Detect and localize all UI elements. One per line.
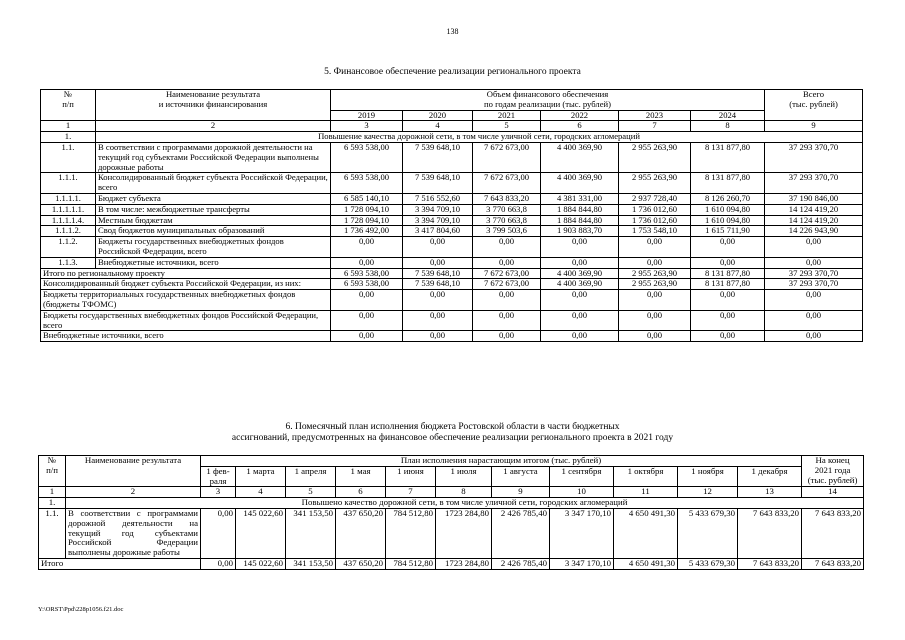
month-header: 1 июня <box>386 466 436 487</box>
amount-cell: 0,00 <box>691 257 765 268</box>
amount-cell: 37 293 370,70 <box>765 268 863 279</box>
amount-cell: 3 394 709,10 <box>403 215 473 226</box>
section5-title: 5. Финансовое обеспечение реализации регионального проекта <box>324 67 581 77</box>
amount-cell: 1 736 492,00 <box>331 226 403 237</box>
amount-cell: 0,00 <box>619 237 691 258</box>
column-number: 7 <box>619 121 691 132</box>
column-number: 4 <box>236 487 286 498</box>
amount-cell: 3 347 170,10 <box>550 558 614 569</box>
amount-cell: 3 394 709,10 <box>403 204 473 215</box>
column-number: 1 <box>41 121 96 132</box>
amount-cell: 37 293 370,70 <box>765 279 863 290</box>
summary-name: Консолидированный бюджет субъекта Российской Федерации, из них: <box>41 279 331 290</box>
amount-cell: 1 610 094,80 <box>691 204 765 215</box>
header-plan: План исполнения нарастающим итогом (тыс. рублей) <box>201 456 802 467</box>
amount-cell: 0,00 <box>473 237 541 258</box>
row-name: В соответствии с программами дорожной деятельности на текущий год субъектами Российской Федерации выполнены дорожные работы <box>96 142 331 172</box>
table-row <box>41 193 863 204</box>
column-number: 7 <box>386 487 436 498</box>
amount-cell: 7 672 673,00 <box>473 142 541 172</box>
amount-cell: 0,00 <box>691 237 765 258</box>
amount-cell: 6 593 538,00 <box>331 268 403 279</box>
amount-cell: 0,00 <box>473 331 541 342</box>
amount-cell: 0,00 <box>691 310 765 331</box>
summary-row <box>41 331 863 342</box>
amount-cell: 1 884 844,80 <box>541 215 619 226</box>
year-header: 2021 <box>473 110 541 121</box>
amount-cell: 1 884 844,80 <box>541 204 619 215</box>
section-row-text: Повышение качества дорожной сети, в том числе уличной сети, городских агломераций <box>96 132 863 143</box>
amount-cell: 8 131 877,80 <box>691 173 765 194</box>
amount-cell: 2 955 263,90 <box>619 173 691 194</box>
year-header: 2020 <box>403 110 473 121</box>
amount-cell: 2 955 263,90 <box>619 279 691 290</box>
amount-cell: 437 650,20 <box>336 508 386 558</box>
row-name: Свод бюджетов муниципальных образований <box>96 226 331 237</box>
amount-cell: 0,00 <box>541 310 619 331</box>
amount-cell: 0,00 <box>541 290 619 311</box>
row-name: Бюджет субъекта <box>96 193 331 204</box>
amount-cell: 0,00 <box>201 508 236 558</box>
amount-cell: 0,00 <box>331 290 403 311</box>
row-number: 1.1.1.1. <box>41 193 96 204</box>
amount-cell: 0,00 <box>331 237 403 258</box>
total-row <box>39 558 864 569</box>
amount-cell: 2 426 785,40 <box>492 508 550 558</box>
column-number: 5 <box>286 487 336 498</box>
amount-cell: 37 293 370,70 <box>765 173 863 194</box>
page-number: 138 <box>446 27 459 36</box>
table-row <box>41 257 863 268</box>
month-header: 1 мая <box>336 466 386 487</box>
row-name: Бюджеты государственных внебюджетных фондов Российской Федерации, всего <box>96 237 331 258</box>
month-header: 1 марта <box>236 466 286 487</box>
amount-cell: 6 593 538,00 <box>331 142 403 172</box>
table-row <box>39 508 864 558</box>
amount-cell: 7 672 673,00 <box>473 173 541 194</box>
month-header: 1 декабря <box>738 466 802 487</box>
financing-table <box>40 89 863 342</box>
amount-cell: 2 937 728,40 <box>619 193 691 204</box>
section6-title-line2: ассигнований, предусмотренных на финансовое обеспечение реализации регионального проекта в 2021 году <box>231 433 674 443</box>
row-number: 1.1.1. <box>41 173 96 194</box>
amount-cell: 3 799 503,6 <box>473 226 541 237</box>
row-name: В соответствии с программами дорожной деятельности на текущий год субъектами Российской Федерации выполнены дорожные работы <box>66 508 201 558</box>
column-number: 8 <box>691 121 765 132</box>
amount-cell: 145 022,60 <box>236 508 286 558</box>
amount-cell: 0,00 <box>403 257 473 268</box>
amount-cell: 0,00 <box>403 331 473 342</box>
month-header: 1 фев- раля <box>201 466 236 487</box>
amount-cell: 341 153,50 <box>286 508 336 558</box>
column-number: 13 <box>738 487 802 498</box>
column-number: 12 <box>678 487 738 498</box>
amount-cell: 0,00 <box>619 310 691 331</box>
summary-name: Бюджеты территориальных государственных внебюджетных фондов (бюджеты ТФОМС) <box>41 290 331 311</box>
amount-cell: 341 153,50 <box>286 558 336 569</box>
column-number: 3 <box>331 121 403 132</box>
amount-cell: 145 022,60 <box>236 558 286 569</box>
column-number: 14 <box>802 487 864 498</box>
amount-cell: 3 347 170,10 <box>550 508 614 558</box>
amount-cell: 2 426 785,40 <box>492 558 550 569</box>
amount-cell: 0,00 <box>201 558 236 569</box>
column-number: 9 <box>492 487 550 498</box>
amount-cell: 4 400 369,90 <box>541 173 619 194</box>
amount-cell: 3 770 663,8 <box>473 215 541 226</box>
amount-cell: 4 400 369,90 <box>541 142 619 172</box>
amount-cell: 7 539 648,10 <box>403 142 473 172</box>
amount-cell: 5 433 679,30 <box>678 558 738 569</box>
amount-cell: 0,00 <box>473 310 541 331</box>
amount-cell: 7 539 648,10 <box>403 279 473 290</box>
column-number: 2 <box>66 487 201 498</box>
amount-cell: 7 539 648,10 <box>403 268 473 279</box>
header-end: На конец 2021 года (тыс. рублей) <box>802 456 864 487</box>
column-number: 9 <box>765 121 863 132</box>
amount-cell: 0,00 <box>331 331 403 342</box>
section-row-text: Повышено качество дорожной сети, в том числе уличной сети, городских агломераций <box>66 498 864 509</box>
amount-cell: 0,00 <box>619 290 691 311</box>
header-name: Наименование результата и источники финансирования <box>96 90 331 121</box>
amount-cell: 0,00 <box>473 257 541 268</box>
amount-cell: 4 650 491,30 <box>614 558 678 569</box>
amount-cell: 8 131 877,80 <box>691 142 765 172</box>
header-num: № п/п <box>41 90 96 121</box>
amount-cell: 1 610 094,80 <box>691 215 765 226</box>
amount-cell: 0,00 <box>691 331 765 342</box>
header-num: № п/п <box>39 456 66 487</box>
amount-cell: 1 736 012,60 <box>619 215 691 226</box>
row-number: 1.1.1.1.1. <box>41 204 96 215</box>
amount-cell: 0,00 <box>765 331 863 342</box>
amount-cell: 0,00 <box>619 257 691 268</box>
amount-cell: 0,00 <box>541 331 619 342</box>
amount-cell: 8 126 260,70 <box>691 193 765 204</box>
section6-title-line1: 6. Помесячный план исполнения бюджета Ростовской области в части бюджетных <box>285 422 620 432</box>
row-number: 1.1. <box>41 142 96 172</box>
header-volume: Объем финансового обеспечения по годам реализации (тыс. рублей) <box>331 90 765 111</box>
amount-cell: 3 770 663,8 <box>473 204 541 215</box>
amount-cell: 0,00 <box>331 257 403 268</box>
amount-cell: 0,00 <box>473 290 541 311</box>
amount-cell: 5 433 679,30 <box>678 508 738 558</box>
amount-cell: 0,00 <box>403 237 473 258</box>
header-name: Наименование результата <box>66 456 201 487</box>
amount-cell: 4 381 331,00 <box>541 193 619 204</box>
amount-cell: 1723 284,80 <box>436 558 492 569</box>
amount-cell: 7 643 833,20 <box>473 193 541 204</box>
amount-cell: 437 650,20 <box>336 558 386 569</box>
amount-cell: 4 400 369,90 <box>541 268 619 279</box>
year-header: 2019 <box>331 110 403 121</box>
month-header: 1 сентября <box>550 466 614 487</box>
column-number: 3 <box>201 487 236 498</box>
amount-cell: 2 955 263,90 <box>619 142 691 172</box>
amount-cell: 7 672 673,00 <box>473 268 541 279</box>
table-row <box>41 204 863 215</box>
amount-cell: 1 753 548,10 <box>619 226 691 237</box>
column-number: 6 <box>336 487 386 498</box>
column-number: 6 <box>541 121 619 132</box>
amount-cell: 0,00 <box>765 310 863 331</box>
amount-cell: 14 124 419,20 <box>765 204 863 215</box>
amount-cell: 0,00 <box>619 331 691 342</box>
row-name: В том числе: межбюджетные трансферты <box>96 204 331 215</box>
summary-name: Итого по региональному проекту <box>41 268 331 279</box>
amount-cell: 1 728 094,10 <box>331 215 403 226</box>
column-number: 1 <box>39 487 66 498</box>
column-number: 2 <box>96 121 331 132</box>
amount-cell: 7 539 648,10 <box>403 173 473 194</box>
section-row-num: 1. <box>41 132 96 143</box>
row-number: 1.1.1.2. <box>41 226 96 237</box>
month-header: 1 октября <box>614 466 678 487</box>
table-row <box>41 173 863 194</box>
column-number: 5 <box>473 121 541 132</box>
table-row <box>41 226 863 237</box>
amount-cell: 0,00 <box>331 310 403 331</box>
column-number: 10 <box>550 487 614 498</box>
month-header: 1 июля <box>436 466 492 487</box>
summary-name: Внебюджетные источники, всего <box>41 331 331 342</box>
amount-cell: 0,00 <box>765 257 863 268</box>
summary-name: Бюджеты государственных внебюджетных фондов Российской Федерации, всего <box>41 310 331 331</box>
month-header: 1 августа <box>492 466 550 487</box>
summary-row <box>41 310 863 331</box>
amount-cell: 7 643 833,20 <box>738 558 802 569</box>
amount-cell: 0,00 <box>403 290 473 311</box>
amount-cell: 1 903 883,70 <box>541 226 619 237</box>
summary-row <box>41 279 863 290</box>
amount-cell: 37 190 846,00 <box>765 193 863 204</box>
table-row <box>41 142 863 172</box>
amount-cell: 37 293 370,70 <box>765 142 863 172</box>
column-number: 11 <box>614 487 678 498</box>
table-row <box>41 237 863 258</box>
amount-cell: 784 512,80 <box>386 508 436 558</box>
month-header: 1 ноября <box>678 466 738 487</box>
amount-cell: 0,00 <box>541 257 619 268</box>
amount-cell: 784 512,80 <box>386 558 436 569</box>
row-number: 1.1.1.1.4. <box>41 215 96 226</box>
column-number: 8 <box>436 487 492 498</box>
table-row <box>41 215 863 226</box>
section-row-num: 1. <box>39 498 66 509</box>
row-name: Внебюджетные источники, всего <box>96 257 331 268</box>
amount-cell: 14 124 419,20 <box>765 215 863 226</box>
summary-row <box>41 290 863 311</box>
year-header: 2024 <box>691 110 765 121</box>
amount-cell: 0,00 <box>765 237 863 258</box>
summary-row <box>41 268 863 279</box>
row-number: 1.1. <box>39 508 66 558</box>
amount-cell: 0,00 <box>541 237 619 258</box>
amount-cell: 6 593 538,00 <box>331 279 403 290</box>
amount-cell: 4 400 369,90 <box>541 279 619 290</box>
amount-cell: 0,00 <box>765 290 863 311</box>
year-header: 2023 <box>619 110 691 121</box>
amount-cell: 0,00 <box>691 290 765 311</box>
amount-cell: 4 650 491,30 <box>614 508 678 558</box>
amount-cell: 6 593 538,00 <box>331 173 403 194</box>
row-name: Местным бюджетам <box>96 215 331 226</box>
amount-cell: 3 417 804,60 <box>403 226 473 237</box>
total-name: Итого <box>39 558 201 569</box>
amount-cell: 7 643 833,20 <box>802 508 864 558</box>
file-path-footer: Y:\ORST\Ppd\228p1056.f21.doc <box>38 606 124 613</box>
amount-cell: 8 131 877,80 <box>691 279 765 290</box>
amount-cell: 6 585 140,10 <box>331 193 403 204</box>
amount-cell: 7 643 833,20 <box>738 508 802 558</box>
amount-cell: 8 131 877,80 <box>691 268 765 279</box>
row-number: 1.1.2. <box>41 237 96 258</box>
amount-cell: 1723 284,80 <box>436 508 492 558</box>
amount-cell: 7 643 833,20 <box>802 558 864 569</box>
header-total: Всего (тыс. рублей) <box>765 90 863 121</box>
amount-cell: 1 615 711,90 <box>691 226 765 237</box>
monthly-plan-table <box>38 455 864 570</box>
month-header: 1 апреля <box>286 466 336 487</box>
amount-cell: 7 516 552,60 <box>403 193 473 204</box>
amount-cell: 2 955 263,90 <box>619 268 691 279</box>
amount-cell: 14 226 943,90 <box>765 226 863 237</box>
amount-cell: 0,00 <box>403 310 473 331</box>
year-header: 2022 <box>541 110 619 121</box>
amount-cell: 1 736 012,60 <box>619 204 691 215</box>
amount-cell: 7 672 673,00 <box>473 279 541 290</box>
row-name: Консолидированный бюджет субъекта Российской Федерации, всего <box>96 173 331 194</box>
row-number: 1.1.3. <box>41 257 96 268</box>
amount-cell: 1 728 094,10 <box>331 204 403 215</box>
column-number: 4 <box>403 121 473 132</box>
